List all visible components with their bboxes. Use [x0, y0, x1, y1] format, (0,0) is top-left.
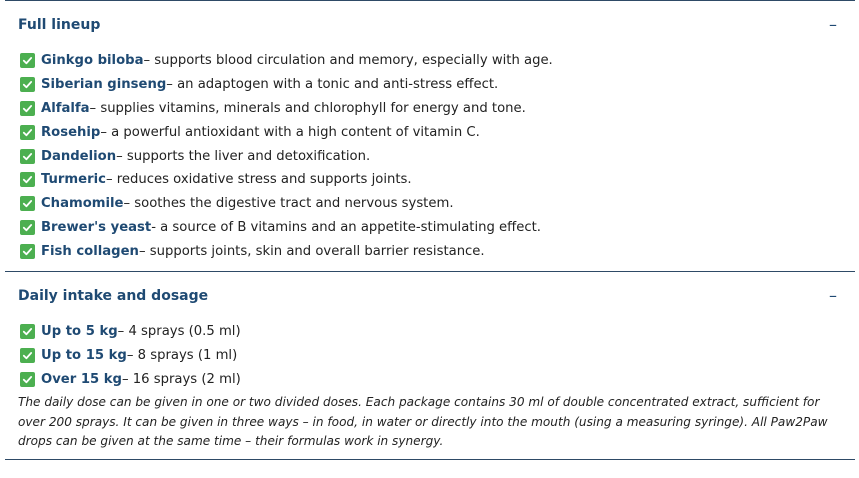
item-name: Siberian ginseng — [41, 77, 167, 93]
item-text: – 8 sprays (1 ml) — [126, 348, 238, 364]
list-item — [20, 192, 855, 216]
item-name: Turmeric — [41, 172, 106, 188]
item-name: Dandelion — [41, 148, 117, 164]
item-name: Brewer's yeast — [41, 219, 152, 235]
section-daily-intake — [5, 271, 855, 460]
item-name: Chamomile — [41, 196, 124, 212]
item-text: – a powerful antioxidant with a high content of vitamin C. — [100, 124, 480, 140]
item-text: – 16 sprays (2 ml) — [122, 371, 241, 387]
item-text: – supports the liver and detoxification. — [116, 148, 371, 164]
item-text: – an adaptogen with a tonic and anti-stress effect. — [166, 77, 499, 93]
item-name: Ginkgo biloba — [41, 53, 144, 69]
section-header-full-lineup[interactable] — [5, 1, 855, 49]
item-text: – supports joints, skin and overall barrier resistance. — [138, 243, 485, 259]
list-item — [20, 216, 855, 240]
section-title: Daily intake and dosage — [18, 288, 209, 304]
collapse-toggle-minus-icon[interactable]: – — [829, 286, 837, 305]
dosage-list — [5, 320, 855, 391]
list-item — [20, 120, 855, 144]
check-box-icon — [20, 125, 35, 140]
item-name: Up to 5 kg — [41, 324, 118, 340]
check-box-icon — [20, 149, 35, 164]
collapse-toggle-minus-icon[interactable]: – — [829, 15, 837, 34]
list-item — [20, 239, 855, 263]
check-box-icon — [20, 324, 35, 339]
list-item — [20, 168, 855, 192]
list-item — [20, 320, 855, 344]
check-box-icon — [20, 196, 35, 211]
item-text: – reduces oxidative stress and supports joints. — [105, 172, 412, 188]
check-box-icon — [20, 244, 35, 259]
check-box-icon — [20, 372, 35, 387]
item-text: – 4 sprays (0.5 ml) — [117, 324, 241, 340]
item-text: – supports blood circulation and memory, especially with age. — [143, 53, 553, 69]
dosage-note: The daily dose can be given in one or two divided doses. Each package contains 30 ml of double concentrated extract, sufficient for over 200 sprays. It can be given in three ways – in food, in water or directly into the mouth (using a measuring syringe). All Paw2Paw drops can be given at the same time – their formulas work in synergy. — [18, 395, 828, 449]
check-box-icon — [20, 172, 35, 187]
list-item — [20, 144, 855, 168]
list-item — [20, 97, 855, 121]
item-text: – supplies vitamins, minerals and chlorophyll for energy and tone. — [89, 100, 526, 116]
item-name: Fish collagen — [41, 243, 139, 259]
check-box-icon — [20, 348, 35, 363]
item-text: - a source of B vitamins and an appetite-stimulating effect. — [151, 219, 541, 235]
item-name: Over 15 kg — [41, 371, 122, 387]
item-name: Up to 15 kg — [41, 348, 127, 364]
section-full-lineup — [5, 0, 855, 271]
check-box-icon — [20, 220, 35, 235]
list-item — [20, 368, 855, 392]
section-header-daily-intake[interactable] — [5, 272, 855, 320]
item-text: – soothes the digestive tract and nervous system. — [123, 196, 454, 212]
item-name: Rosehip — [41, 124, 101, 140]
check-box-icon — [20, 77, 35, 92]
list-item — [20, 49, 855, 73]
list-item — [20, 344, 855, 368]
item-name: Alfalfa — [41, 100, 90, 116]
check-box-icon — [20, 101, 35, 116]
accordion — [5, 0, 855, 460]
list-item — [20, 73, 855, 97]
ingredient-list — [5, 49, 855, 263]
check-box-icon — [20, 53, 35, 68]
section-title: Full lineup — [18, 17, 101, 33]
